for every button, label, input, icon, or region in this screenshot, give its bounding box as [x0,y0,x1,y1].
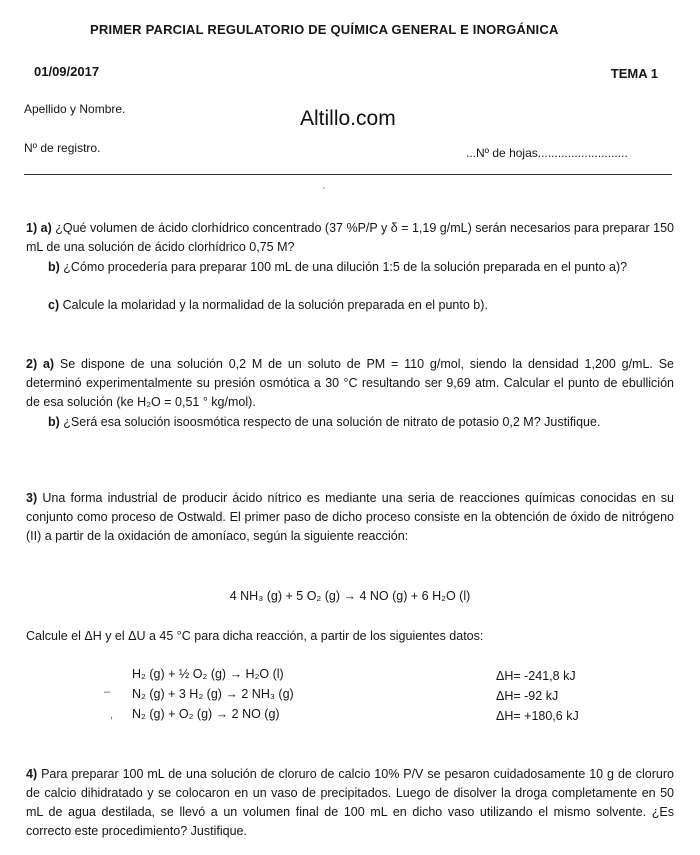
q2-a-text: Se dispone de una solución 0,2 M de un soluto de PM = 110 g/mol, siendo la densidad 1,200 g/mL. Se determinó experimentalmente su presión osmótica a 30 °C resultando ser 9,69 atm. Calcular el punto de ebullición de esa solución (ke H₂O = 0,51 ° kg/mol). [26,357,674,409]
header-divider [24,174,672,175]
question-3 [26,489,674,546]
q3-text: Una forma industrial de producir ácido nítrico es mediante una seria de reacciones químicas conocidas en su conjunto como proceso de Ostwald. El primer paso de dicho proceso consiste en la obtención de óxido de nitrógeno (II) a partir de la oxidación de amoníaco, según la siguiente reacción: [26,491,674,543]
question-1c [26,296,674,315]
q2-a-label: a) [42,357,55,371]
q1-c-label: c) [48,298,60,312]
question-4 [26,765,674,841]
q3-data-dh-3: ΔH= +180,6 kJ [496,709,579,723]
question-1b [26,258,674,277]
pen-mark-1: – [104,686,111,698]
hojas-field-label: ...Nº de hojas........................... [466,146,628,160]
q1-a-text: ¿Qué volumen de ácido clorhídrico concentrado (37 %P/P y δ = 1,19 g/mL) serán necesarios para preparar 150 mL de una solución de ácido clorhídrico 0,75 M? [26,221,674,254]
q3-data-dh-1: ΔH= -241,8 kJ [496,669,576,683]
exam-tema: TEMA 1 [610,66,658,81]
q1-b-label: b) [48,260,60,274]
q4-text: Para preparar 100 mL de una solución de cloruro de calcio 10% P/V se pesaron cuidadosamente 10 g de cloruro de calcio dihidratado y se colocaron en un vaso de precipitados. Luego de disolver la droga completamente en 50 mL de agua destilada, se llevó a un volumen final de 100 mL en dicho vaso utilizando el mismo solvente. ¿Es correcto este procedimiento? Justifique. [26,767,674,838]
watermark: Altillo.com [300,107,396,130]
stray-dot: · [322,182,326,194]
q1-number: 1) [26,221,38,235]
q1-a-label: a) [40,221,52,235]
name-field-label: Apellido y Nombre. [24,102,126,116]
q2-number: 2) [26,357,38,371]
q3-instruction: Calcule el ΔH y el ΔU a 45 °C para dicha reacción, a partir de los siguientes datos: [26,629,484,643]
exam-title: PRIMER PARCIAL REGULATORIO DE QUÍMICA GENERAL E INORGÁNICA [90,22,559,37]
q1-c-text: Calcule la molaridad y la normalidad de la solución preparada en el punto b). [62,298,488,312]
q4-number: 4) [26,767,38,781]
pen-mark-2: , [110,709,114,721]
q3-data-reaction-1: H₂ (g) + ½ O₂ (g) → H₂O (l) [132,667,284,681]
question-1 [26,219,674,257]
q3-data-dh-2: ΔH= -92 kJ [496,689,559,703]
question-2b [26,413,674,432]
q3-data-reaction-3: N₂ (g) + O₂ (g) → 2 NO (g) [132,707,280,721]
q3-number: 3) [26,491,38,505]
q2-b-text: ¿Será esa solución isoosmótica respecto de una solución de nitrato de potasio 0,2 M? Justifique. [63,415,601,429]
q3-equation: 4 NH₃ (g) + 5 O₂ (g) → 4 NO (g) + 6 H₂O (l) [229,589,471,603]
q1-b-text: ¿Cómo procedería para preparar 100 mL de una dilución 1:5 de la solución preparada en el punto a)? [63,260,628,274]
exam-date: 01/09/2017 [34,64,100,79]
q3-data-reaction-2: N₂ (g) + 3 H₂ (g) → 2 NH₃ (g) [132,687,294,701]
q2-b-label: b) [48,415,60,429]
question-2 [26,355,674,412]
registro-field-label: Nº de registro. [24,141,101,155]
